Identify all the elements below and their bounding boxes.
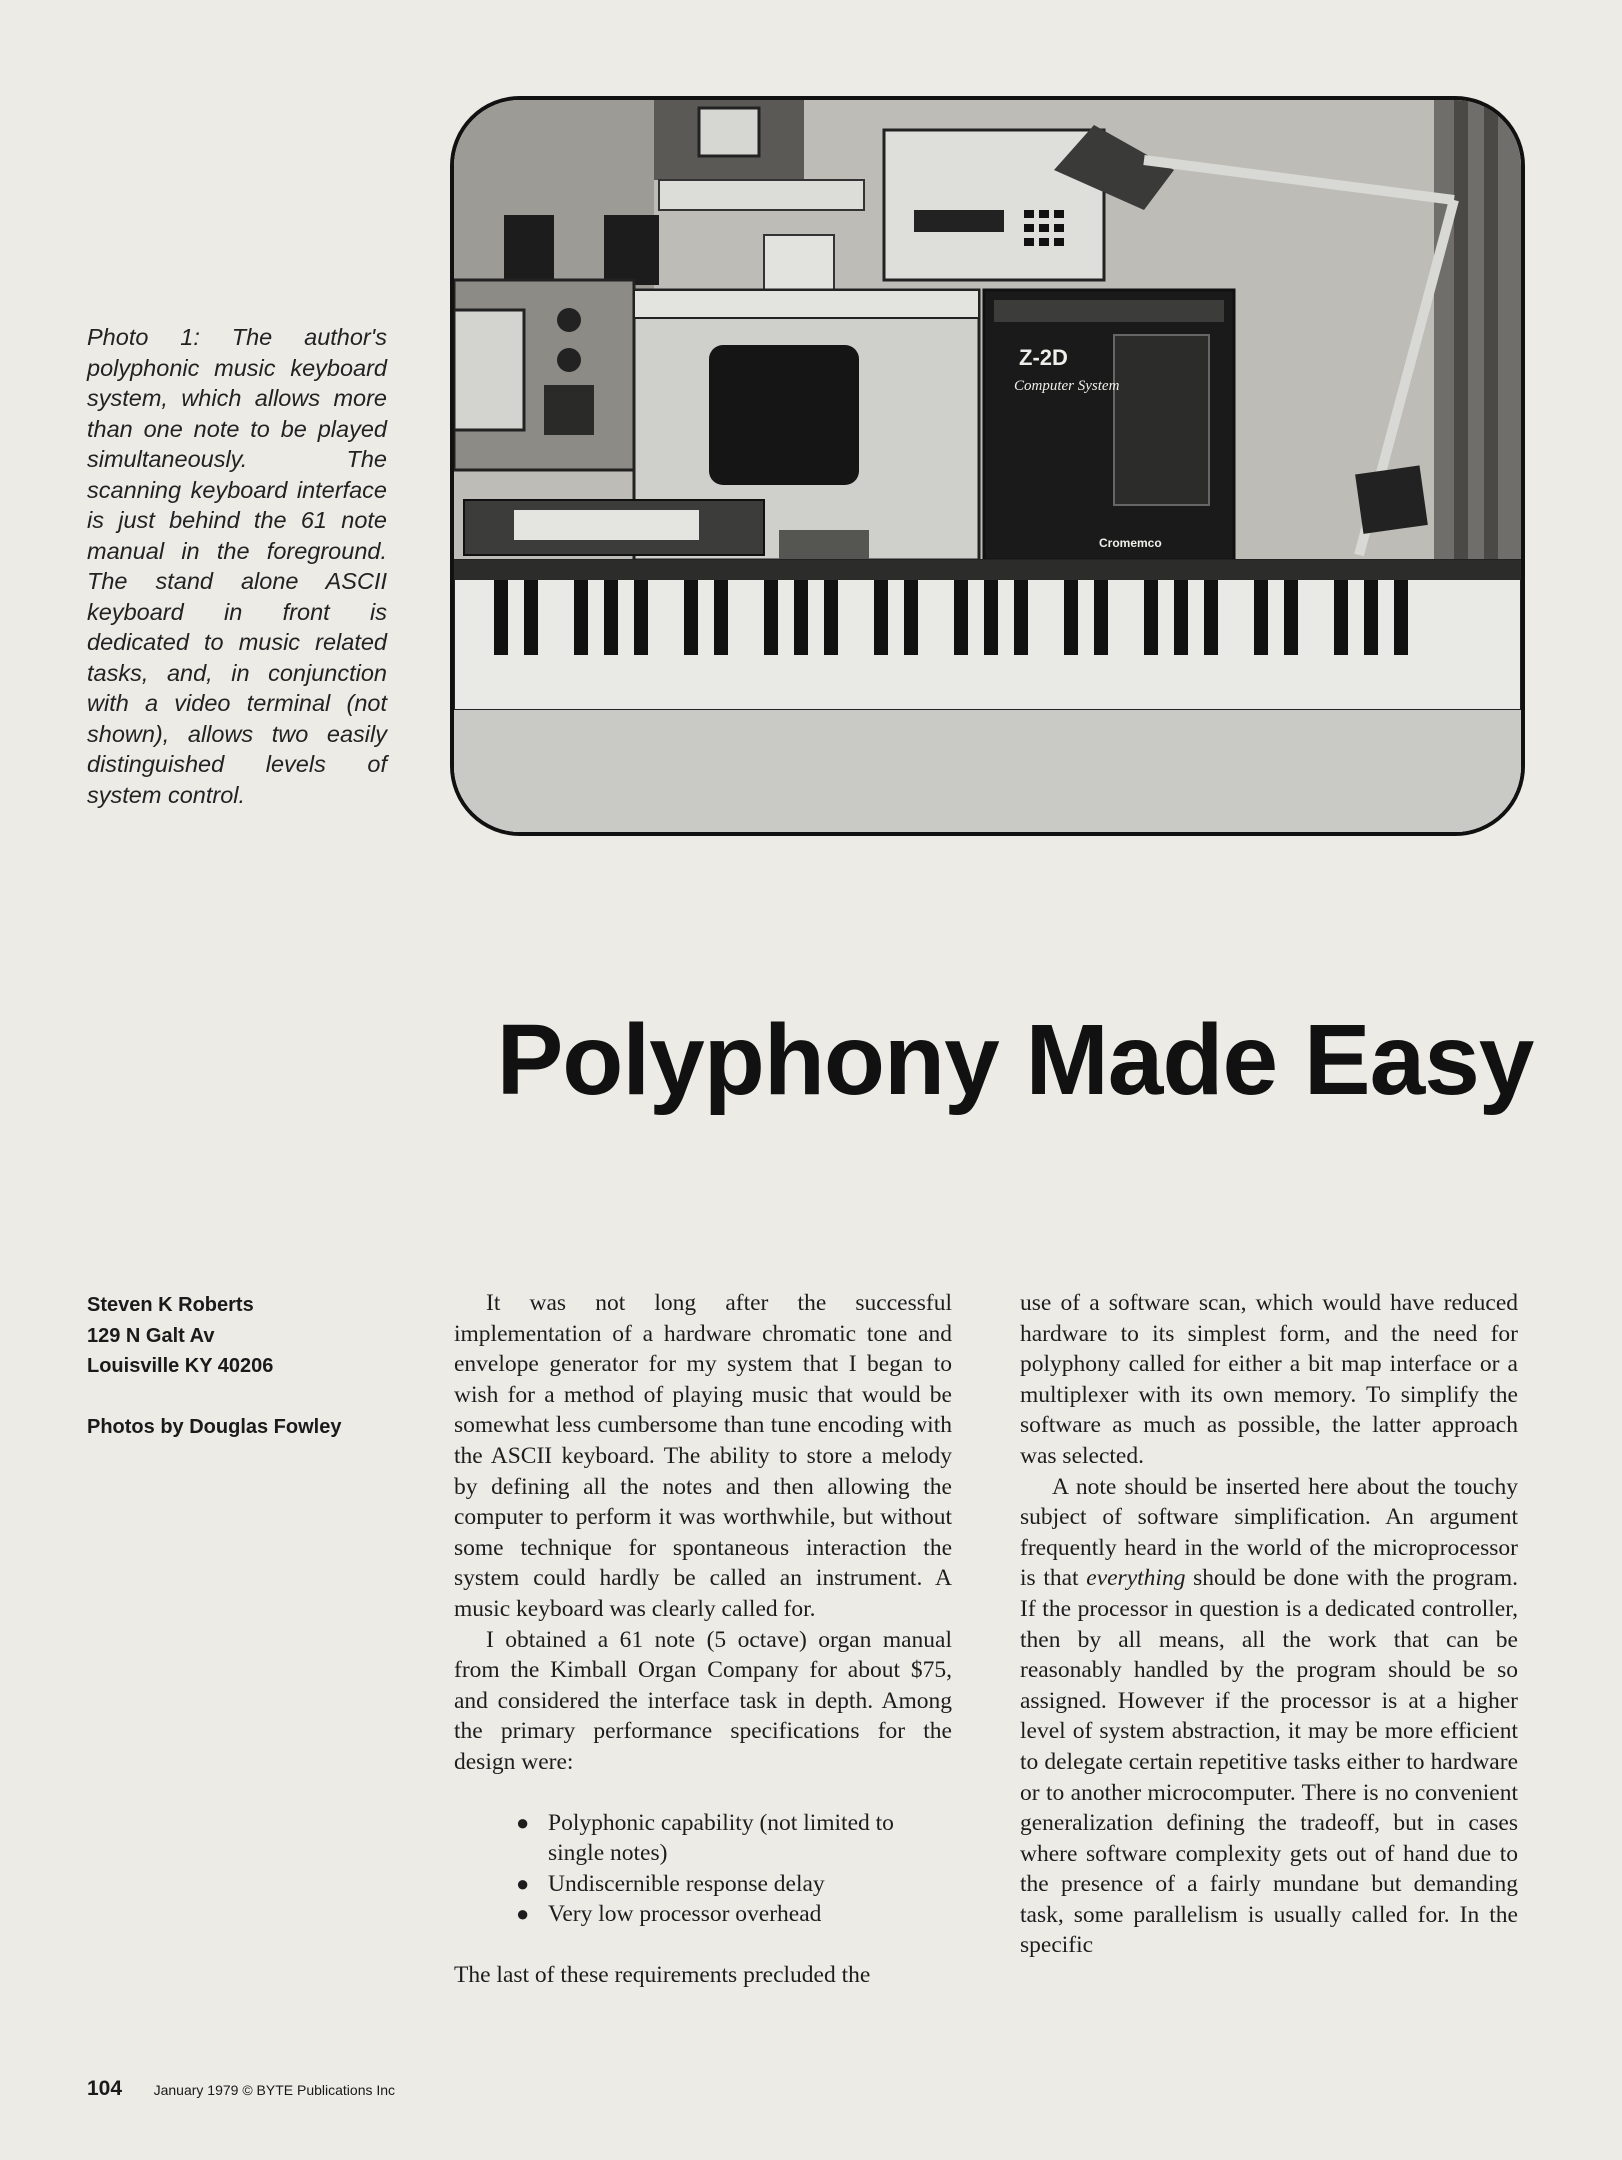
photo-illustration (454, 100, 1521, 832)
z2d-label: Z-2D (1019, 345, 1068, 370)
body-column-1 (454, 1288, 952, 1990)
cromemco-label: Cromemco (1099, 536, 1162, 550)
list-item (516, 1899, 952, 1930)
publication-info: January 1979 © BYTE Publications Inc (153, 2082, 396, 2098)
paragraph (1020, 1472, 1518, 1962)
paragraph: I obtained a 61 note (5 octave) organ manual from the Kimball Organ Company for about $75, and considered the interface task in depth. Among the primary performance specifications for the design were: (454, 1626, 952, 1775)
page-number: 104 (87, 2077, 123, 2100)
keyboard-system-photo (450, 96, 1525, 836)
paragraph: use of a software scan, which would have reduced hardware to its simplest form, and the need for polyphony called for either a bit map interface or a multiplexer with its own memory. To simplify the software as much as possible, the latter approach was selected. (1020, 1290, 1518, 1469)
paragraph-text: should be done with the program. If the processor in question is a dedicated controller, then by all means, all the work that can be reasonably handled by the program should be so assigned. However if the processor is at a higher level of system abstraction, it may be more efficient to delegate certain repetitive tasks either to hardware or to another microcomputer. There is no convenient generalization defining the tradeoff, but in cases where software complexity gets out of hand due to the presence of a fairly mundane but demanding task, some parallelism is usually called for. In the specific (1020, 1565, 1518, 1959)
author-street: 129 N Galt Av (87, 1324, 215, 1347)
list-item (516, 1808, 952, 1869)
list-item-text: Undiscernible response delay (548, 1870, 825, 1897)
author-city: Louisville KY 40206 (87, 1355, 274, 1377)
list-item (516, 1869, 952, 1900)
page-footer (87, 2077, 395, 2101)
bullet-icon: ● (516, 1809, 530, 1835)
author-name: Steven K Roberts (87, 1294, 254, 1316)
article-title: Polyphony Made Easy (496, 1004, 1534, 1116)
spec-list (516, 1808, 952, 1930)
paragraph: It was not long after the successful implementation of a hardware chromatic tone and envelope generator for my system that I began to wish for a method of playing music that would be somewhat less cumbersome than tune encoding with the ASCII keyboard. The ability to store a melody by defining all the notes and then allowing the computer to perform it was worthwhile, but without some technique for spontaneous interaction the system could hardly be called an instrument. A music keyboard was clearly called for. (454, 1290, 952, 1622)
paragraph: The last of these requirements precluded the (454, 1961, 871, 1988)
list-item-text: Very low processor overhead (548, 1901, 822, 1928)
list-item-text: Polyphonic capability (not limited to single notes) (548, 1809, 894, 1867)
photo-caption: Photo 1: The author's polyphonic music keyboard system, which allows more than one note to be played simultaneously. The scanning keyboard interface is just behind the 61 note manual in the foreground. The stand alone ASCII keyboard in front is dedicated to music related tasks, and, in conjunction with a video terminal (not shown), allows two easily distinguished levels of system control. (87, 324, 387, 808)
byline (87, 1290, 407, 1442)
computer-system-label: Computer System (1014, 378, 1120, 394)
paragraph-text: A note should be inserted here about the touchy subject of software simplification. An argument frequently heard in the world of the microprocessor is that (1020, 1473, 1518, 1592)
body-column-2 (1020, 1288, 1518, 1961)
bullet-icon: ● (516, 1901, 530, 1927)
emphasis-text: everything (1086, 1565, 1186, 1592)
photo-credit: Photos by Douglas Fowley (87, 1415, 342, 1438)
bullet-icon: ● (516, 1870, 530, 1896)
